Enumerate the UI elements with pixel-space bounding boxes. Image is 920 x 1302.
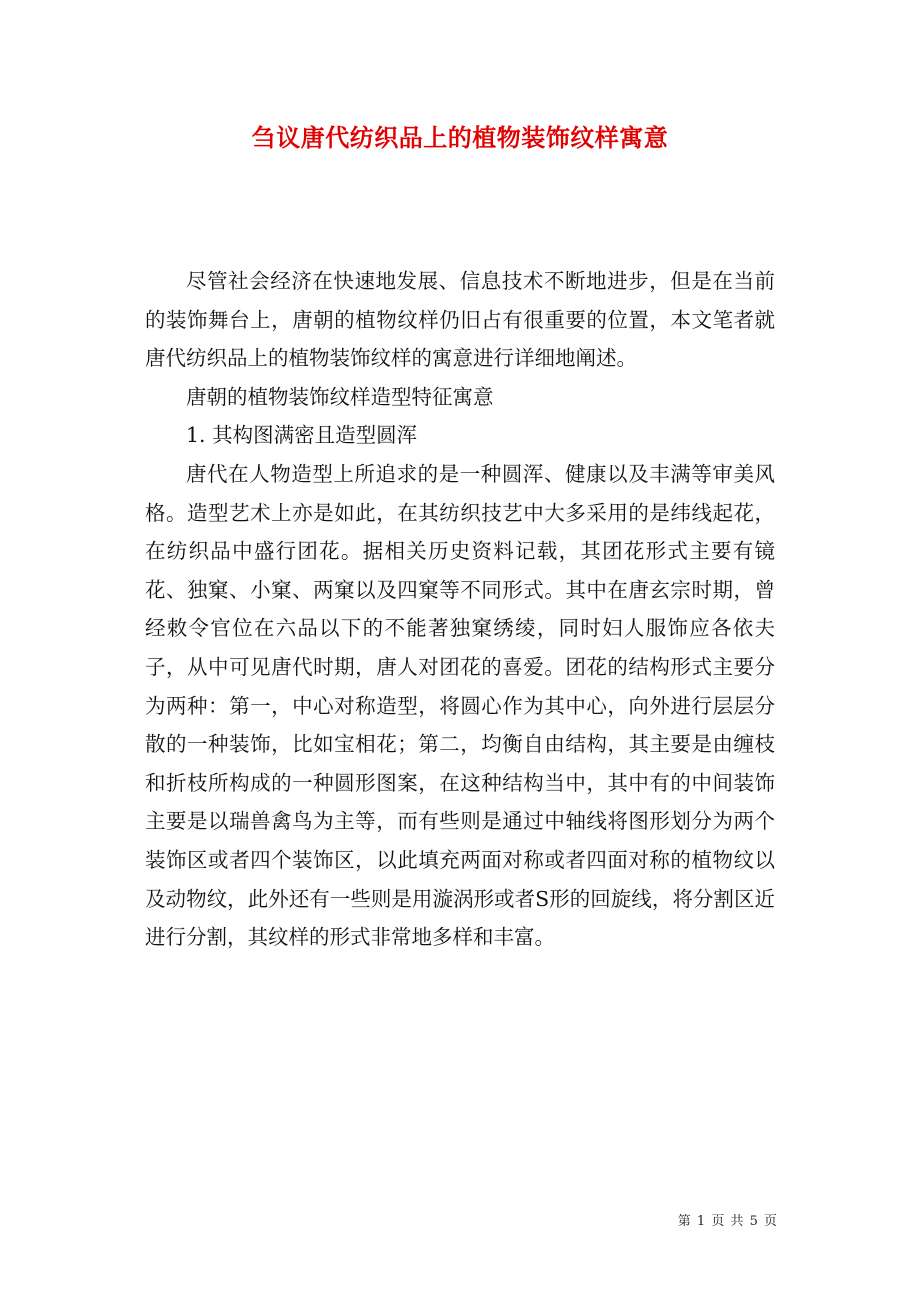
subsection-heading: 1. 其构图满密且造型圆浑 [186,423,418,448]
paragraph-intro: 尽管社会经济在快速地发展、信息技术不断地进步，但是在当前的装饰舞台上，唐朝的植物纹样仍旧占有很重要的位置，本文笔者就唐代纺织品上的植物装饰纹样的寓意进行详细地阐述。 [145,269,775,371]
section-heading: 唐朝的植物装饰纹样造型特征寓意 [186,384,494,409]
document-title: 刍议唐代纺织品上的植物装饰纹样寓意 [251,123,669,152]
paragraph-body: 唐代在人物造型上所追求的是一种圆浑、健康以及丰满等审美风格。造型艺术上亦是如此，在其纺织技艺中大多采用的是纬线起花，在纺织品中盛行团花。据相关历史资料记载，其团花形式主要有镜花、独窠、小窠、两窠以及四窠等不同形式。其中在唐玄宗时期，曾经敕令官位在六品以下的不能著独窠绣绫，同时妇人服饰应各依夫子，从中可见唐代时期，唐人对团花的喜爱。团花的结构形式主要分为两种：第一，中心对称造型，将圆心作为其中心，向外进行层层分散的一种装饰，比如宝相花；第二，均衡自由结构，其主要是由缠枝和折枝所构成的一种圆形图案，在这种结构当中，其中有的中间装饰主要是以瑞兽禽鸟为主等，而有些则是通过中轴线将图形划分为两个装饰区或者四个装饰区，以此填充两面对称或者四面对称的植物纹以及动物纹，此外还有一些则是用漩涡形或者S形的回旋线，将分割区近进行分割，其纹样的形式非常地多样和丰富。 [145,461,775,950]
page-number: 第 1 页 共 5 页 [677,1214,778,1229]
document-body [145,262,775,957]
